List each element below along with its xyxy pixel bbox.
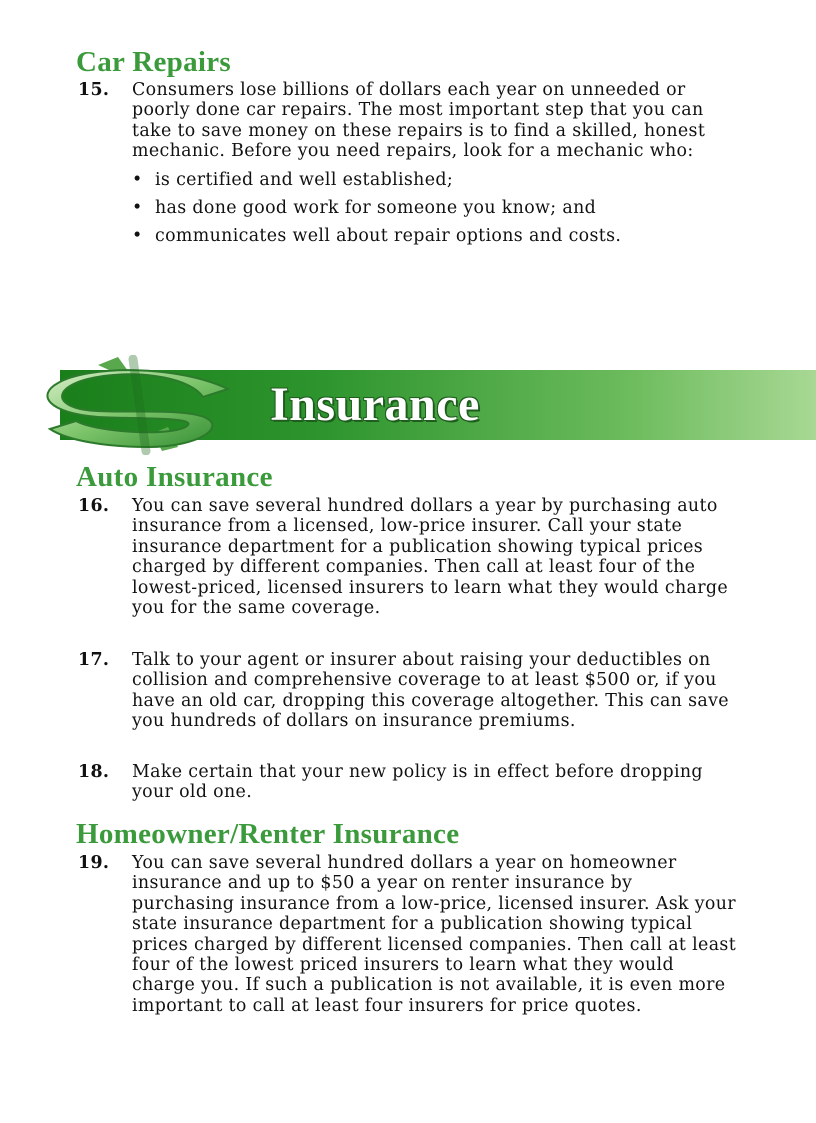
- dollar-sign-icon: [28, 355, 258, 455]
- section-heading-homeowner-insurance: Homeowner/Renter Insurance: [76, 818, 460, 850]
- item-number: 15.: [78, 80, 110, 100]
- list-item-18: [78, 762, 738, 803]
- bullet-glyph: •: [132, 226, 143, 247]
- item-text: Consumers lose billions of dollars each year on unneeded or poorly done car repairs. The most important step that you can take to save money on these repairs is to find a skilled, honest mechanic. Before you need repairs, look for a mechanic who:: [132, 80, 706, 162]
- bullet-glyph: •: [132, 198, 143, 219]
- bullet-item: • is certified and well established;: [132, 169, 454, 190]
- item-text: You can save several hundred dollars a year by purchasing auto insurance from a licensed, low-price insurer. Call your state insurance department for a publication showing typical prices charged by different companies. Then call at least four of the lowest-priced, licensed insurers to learn what they would charge you for the same coverage.: [132, 496, 728, 619]
- item-number: 16.: [78, 496, 110, 516]
- list-item-19: [78, 853, 738, 1016]
- list-item-15: [78, 80, 738, 255]
- item-number: 17.: [78, 650, 110, 670]
- bullet-item: • communicates well about repair options and costs.: [132, 226, 622, 247]
- banner-title: Insurance: [270, 378, 480, 431]
- list-item-16: [78, 496, 738, 618]
- bullet-list: [132, 170, 738, 247]
- bullet-glyph: •: [132, 169, 143, 190]
- item-number: 18.: [78, 762, 110, 782]
- item-text: Make certain that your new policy is in effect before dropping your old one.: [132, 762, 703, 803]
- section-heading-car-repairs: Car Repairs: [76, 46, 231, 78]
- insurance-banner: [0, 355, 816, 455]
- section-heading-auto-insurance: Auto Insurance: [76, 461, 273, 493]
- bullet-item: • has done good work for someone you know; and: [132, 198, 597, 219]
- list-item-17: [78, 650, 738, 732]
- item-text: You can save several hundred dollars a year on homeowner insurance and up to $50 a year on renter insurance by purchasing insurance from a low-price, licensed insurer. Ask your state insurance department for a publication showing typical prices charged by different licensed companies. Then call at least four of the lowest priced insurers to learn what they would charge you. If such a publication is not available, it is even more important to call at least four insurers for price quotes.: [132, 853, 737, 1016]
- item-text: Talk to your agent or insurer about raising your deductibles on collision and comprehensive coverage to at least $500 or, if you have an old car, dropping this coverage altogether. This can save you hundreds of dollars on insurance premiums.: [132, 650, 729, 732]
- item-number: 19.: [78, 853, 110, 873]
